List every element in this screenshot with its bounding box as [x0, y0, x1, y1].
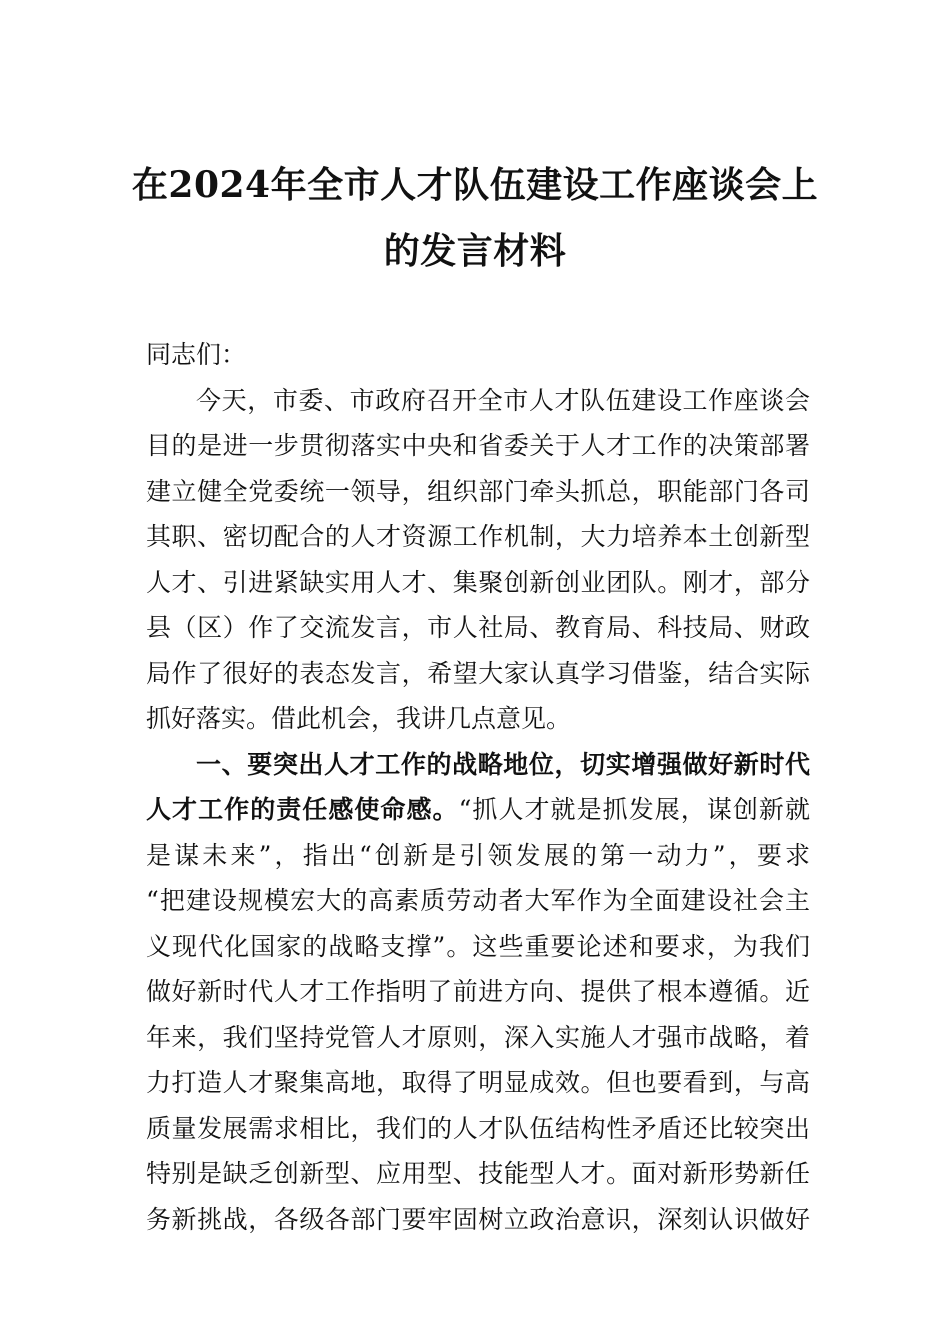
paragraph-1-line: 目的是进一步贯彻落实中央和省委关于人才工作的决策部署 — [146, 431, 810, 460]
paragraph-1-line: 抓好落实。借此机会，我讲几点意见。 — [146, 704, 572, 733]
paragraph-1-line: 人才、引进紧缺实用人才、集聚创新创业团队。刚才，部分 — [146, 567, 810, 597]
title-line-1: 在2024年全市人才队伍建设工作座谈会上 — [131, 164, 819, 206]
paragraph-2-line: 义现代化国家的战略支撑”。这些重要论述和要求，为我们 — [146, 931, 810, 961]
paragraph-2-line: 力打造人才聚集高地，取得了明显成效。但也要看到，与高 — [146, 1068, 810, 1097]
paragraph-2-line: 年来，我们坚持党管人才原则，深入实施人才强市战略，着 — [146, 1022, 810, 1052]
paragraph-2-line: 特别是缺乏创新型、应用型、技能型人才。面对新形势新任 — [146, 1159, 810, 1188]
paragraph-1-line: 建立健全党委统一领导，组织部门牵头抓总，职能部门各司 — [146, 476, 810, 506]
paragraph-2-line: 质量发展需求相比，我们的人才队伍结构性矛盾还比较突出 — [146, 1113, 810, 1143]
paragraph-2-quote-start: “抓人才就是抓发展，谋创新就 — [458, 795, 810, 824]
paragraph-2-line: 务新挑战，各级各部门要牢固树立政治意识，深刻认识做好 — [146, 1204, 810, 1234]
paragraph-2-line: 做好新时代人才工作指明了前进方向、提供了根本遵循。近 — [146, 977, 810, 1006]
paragraph-2-line: “把建设规模宏大的高素质劳动者大军作为全面建设社会主 — [146, 886, 810, 915]
section-heading-line-2 — [146, 787, 810, 833]
title-line-2: 的发言材料 — [383, 230, 567, 272]
document-body — [146, 332, 810, 1242]
paragraph-1-line: 今天，市委、市政府召开全市人才队伍建设工作座谈会 — [196, 385, 810, 415]
salutation: 同志们： — [146, 340, 247, 369]
section-heading-line-1: 一、要突出人才工作的战略地位，切实增强做好新时代 — [196, 749, 810, 779]
section-heading-bold-part: 人才工作的责任感使命感。 — [146, 795, 459, 824]
paragraph-1-line: 局作了很好的表态发言，希望大家认真学习借鉴，结合实际 — [146, 658, 810, 688]
document-title — [120, 152, 830, 284]
paragraph-1-line: 其职、密切配合的人才资源工作机制，大力培养本土创新型 — [146, 522, 810, 551]
paragraph-1-line: 县（区）作了交流发言，市人社局、教育局、科技局、财政 — [146, 613, 810, 642]
paragraph-2-line: 是谋未来”，指出“创新是引领发展的第一动力”，要求 — [146, 840, 810, 870]
